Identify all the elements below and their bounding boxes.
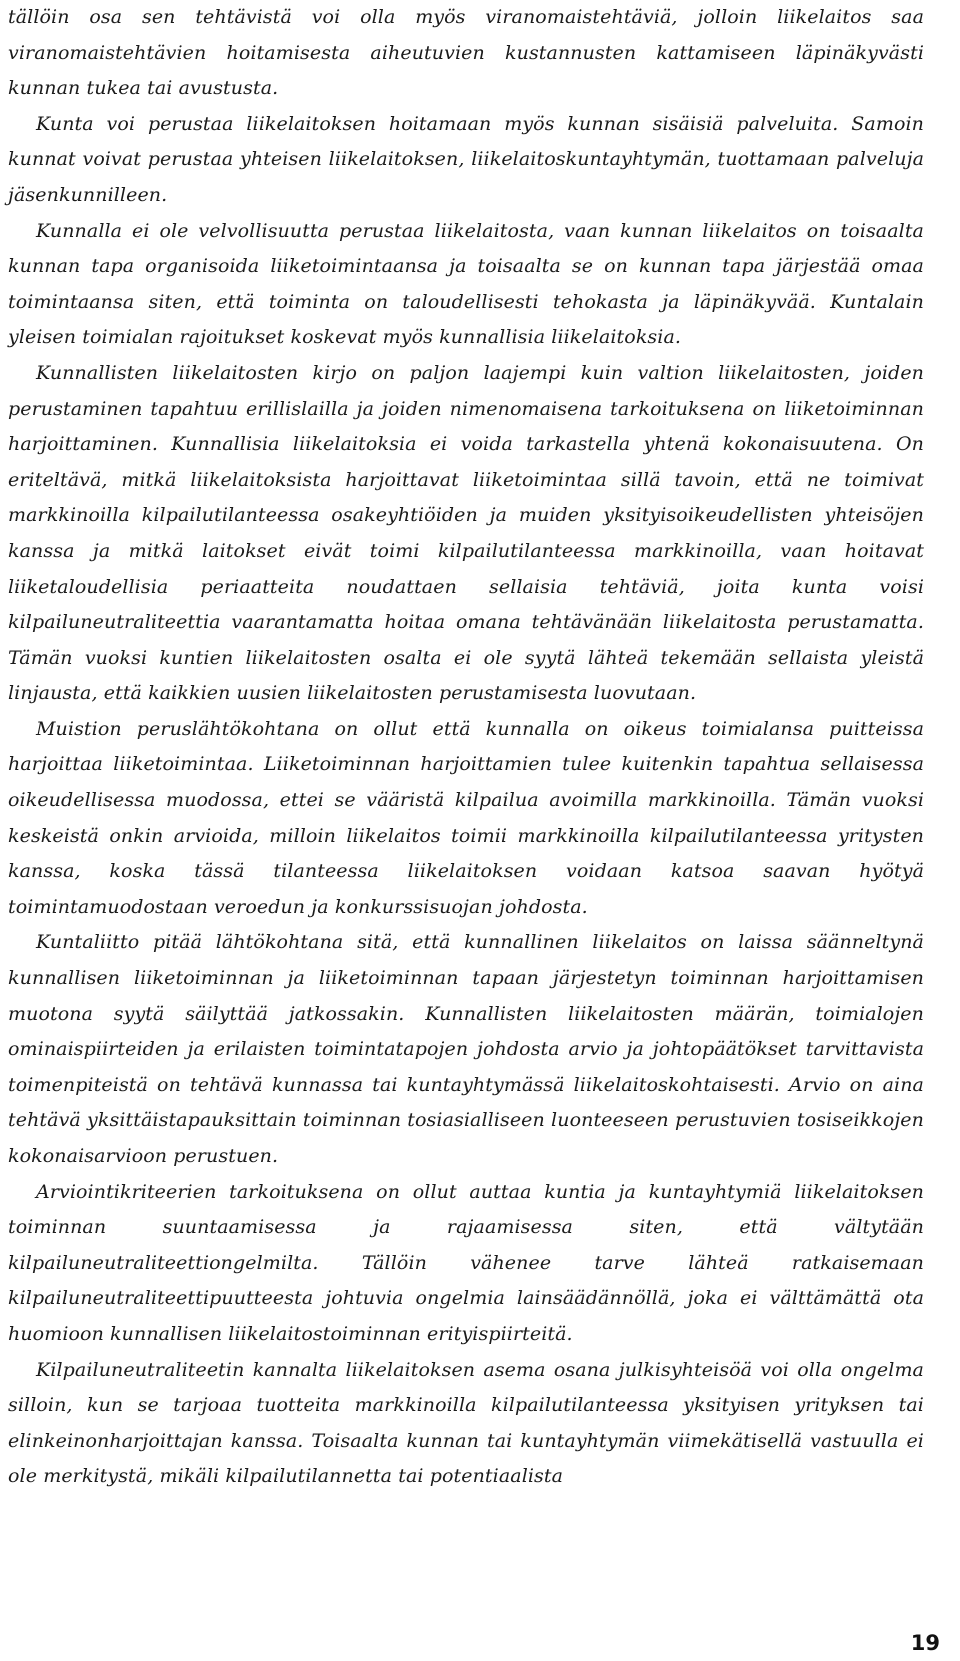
page-number: 19 — [910, 1631, 940, 1655]
paragraph: Kuntaliitto pitää lähtökohtana sitä, että kunnallinen liikelaitos on laissa säänneltynä kunnallisen liiketoiminnan ja liiketoiminnan tapaan järjestetyn toiminnan harjoittamisen muotona syytä säilyttää jatkossakin. Kunnallisten liikelaitosten määrän, toimialojen ominaispiirteiden ja erilaisten toimintatapojen johdosta arvio ja johtopäätökset tarvittavista toimenpiteistä on tehtävä kunnassa tai kuntayhtymässä liikelaitoskohtaisesti. Arvio on aina tehtävä yksittäistapauksittain toiminnan tosiasialliseen luonteeseen perustuvien tosiseikkojen kokonaisarvioon perustuen. — [8, 931, 924, 1167]
paragraph: Kunnallisten liikelaitosten kirjo on paljon laajempi kuin valtion liikelaitosten, joiden perustaminen tapahtuu erillislailla ja joiden nimenomaisena tarkoituksena on liiketoiminnan harjoittaminen. Kunnallisia liikelaitoksia ei voida tarkastella yhtenä kokonaisuutena. On eriteltävä, mitkä liikelaitoksista harjoittavat liiketoimintaa sillä tavoin, että ne toimivat markkinoilla kilpailutilanteessa osakeyhtiöiden ja muiden yksityisoikeudellisten yhteisöjen kanssa ja mitkä laitokset eivät toimi kilpailutilanteessa markkinoilla, vaan hoitavat liiketaloudellisia periaatteita noudattaen sellaisia tehtäviä, joita kunta voisi kilpailuneutraliteettia vaarantamatta hoitaa omana tehtävänään liikelaitosta perustamatta. Tämän vuoksi kuntien liikelaitosten osalta ei ole syytä lähteä tekemään sellaista yleistä linjausta, että kaikkien uusien liikelaitosten perustamisesta luovutaan. — [8, 361, 924, 705]
paragraph: Arviointikriteerien tarkoituksena on ollut auttaa kuntia ja kuntayhtymiä liikelaitoksen toiminnan suuntaamisessa ja rajaamisessa siten, että vältytään kilpailuneutraliteettiongelmilta. Tällöin vähenee tarve lähteä ratkaisemaan kilpailuneutraliteettipuutteesta johtuvia ongelmia lainsäädännöllä, joka ei välttämättä ota huomioon kunnallisen liikelaitostoiminnan erityispiirteitä. — [8, 1180, 924, 1345]
paragraph: Muistion peruslähtökohtana on ollut että kunnalla on oikeus toimialansa puitteissa harjoittaa liiketoimintaa. Liiketoiminnan harjoittamien tulee kuitenkin tapahtua sellaisessa oikeudellisessa muodossa, ettei se vääristä kilpailua avoimilla markkinoilla. Tämän vuoksi keskeistä onkin arvioida, milloin liikelaitos toimii markkinoilla kilpailutilanteessa yritysten kanssa, koska tässä tilanteessa liikelaitoksen voidaan katsoa saavan hyötyä toimintamuodostaan veroedun ja konkurssisuojan johdosta. — [8, 717, 924, 918]
paragraph: Kunnalla ei ole velvollisuutta perustaa liikelaitosta, vaan kunnan liikelaitos on toisaalta kunnan tapa organisoida liiketoimintaansa ja toisaalta se on kunnan tapa järjestää omaa toimintaansa siten, että toiminta on taloudellisesti tehokasta ja läpinäkyvää. Kuntalain yleisen toimialan rajoitukset koskevat myös kunnallisia liikelaitoksia. — [8, 219, 924, 349]
body-text — [8, 0, 924, 1495]
paragraph-continuation: tällöin osa sen tehtävistä voi olla myös viranomaistehtäviä, jolloin liikelaitos saa viranomaistehtävien hoitamisesta aiheutuvien kustannusten kattamiseen läpinäkyvästi kunnan tukea tai avustusta. — [8, 6, 924, 100]
paragraph: Kunta voi perustaa liikelaitoksen hoitamaan myös kunnan sisäisiä palveluita. Samoin kunnat voivat perustaa yhteisen liikelaitoksen, liikelaitoskuntayhtymän, tuottamaan palveluja jäsenkunnilleen. — [8, 112, 924, 206]
paragraph: Kilpailuneutraliteetin kannalta liikelaitoksen asema osana julkisyhteisöä voi olla ongelma silloin, kun se tarjoaa tuotteita markkinoilla kilpailutilanteessa yksityisen yrityksen tai elinkeinonharjoittajan kanssa. Toisaalta kunnan tai kuntayhtymän viimekätisellä vastuulla ei ole merkitystä, mikäli kilpailutilannetta tai potentiaalista — [8, 1358, 924, 1488]
